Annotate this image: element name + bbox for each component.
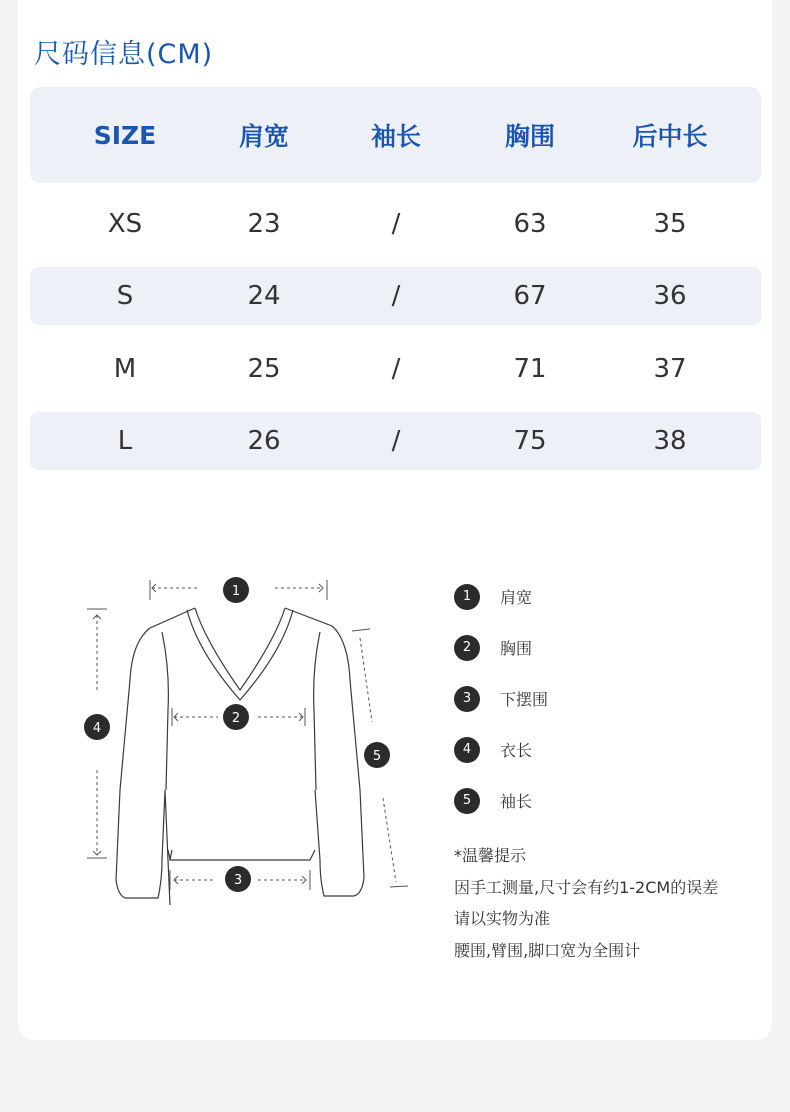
legend-item (454, 724, 548, 775)
notes-heading: *温馨提示 (454, 846, 527, 865)
cell-shoulder: 24 (247, 281, 281, 311)
table-row (30, 195, 761, 253)
legend-label: 肩宽 (500, 588, 533, 607)
markers (84, 577, 390, 892)
header-chest: 胸围 (504, 122, 555, 151)
notes (454, 840, 718, 966)
header-length: 后中长 (632, 122, 708, 151)
table-row (30, 267, 761, 325)
marker-3: 3 (233, 873, 243, 888)
cell-length: 35 (653, 209, 687, 239)
legend-badge: 1 (454, 584, 480, 610)
marker-2: 2 (231, 711, 241, 726)
cell-chest: 63 (513, 209, 547, 239)
legend-badge: 4 (454, 737, 480, 763)
table-header (30, 87, 761, 183)
cell-size: XS (107, 209, 143, 239)
legend-item (454, 571, 548, 622)
legend-item (454, 673, 548, 724)
table-row (30, 340, 761, 398)
cell-size: S (116, 281, 134, 311)
cell-sleeve: / (391, 354, 401, 384)
cell-length: 37 (653, 354, 687, 384)
cell-size: L (117, 426, 133, 456)
cell-chest: 75 (513, 426, 547, 456)
header-shoulder: 肩宽 (238, 122, 289, 151)
legend-label: 下摆围 (500, 690, 549, 709)
cell-shoulder: 23 (247, 209, 281, 239)
notes-line: 因手工测量,尺寸会有约1-2CM的误差 (454, 877, 719, 897)
legend-badge: 5 (454, 788, 480, 814)
legend-label: 胸围 (500, 639, 533, 658)
collar (195, 608, 285, 690)
marker-4: 4 (92, 721, 102, 736)
cell-length: 38 (653, 426, 687, 456)
notes-line: 腰围,臂围,脚口宽为全围计 (454, 940, 641, 960)
cell-length: 36 (653, 281, 687, 311)
cell-sleeve: / (391, 281, 401, 311)
table-row (30, 412, 761, 470)
legend-label: 衣长 (500, 741, 533, 760)
legend-label: 袖长 (500, 792, 533, 811)
cell-shoulder: 26 (247, 426, 281, 456)
marker-5: 5 (372, 749, 382, 764)
legend-badge: 2 (454, 635, 480, 661)
cell-sleeve: / (391, 209, 401, 239)
measurement-legend (454, 571, 548, 826)
cell-sleeve: / (391, 426, 401, 456)
legend-item (454, 622, 548, 673)
cell-size: M (113, 354, 137, 384)
cell-chest: 67 (513, 281, 547, 311)
cell-shoulder: 25 (247, 354, 281, 384)
marker-1: 1 (231, 584, 241, 599)
header-size: SIZE (93, 120, 157, 150)
sweater-diagram (70, 560, 420, 905)
legend-item (454, 775, 548, 826)
legend-badge: 3 (454, 686, 480, 712)
page-title: 尺码信息(CM) (34, 39, 214, 70)
notes-line: 请以实物为准 (454, 909, 551, 928)
size-table (30, 87, 761, 183)
cell-chest: 71 (513, 354, 547, 384)
header-sleeve: 袖长 (370, 122, 421, 151)
